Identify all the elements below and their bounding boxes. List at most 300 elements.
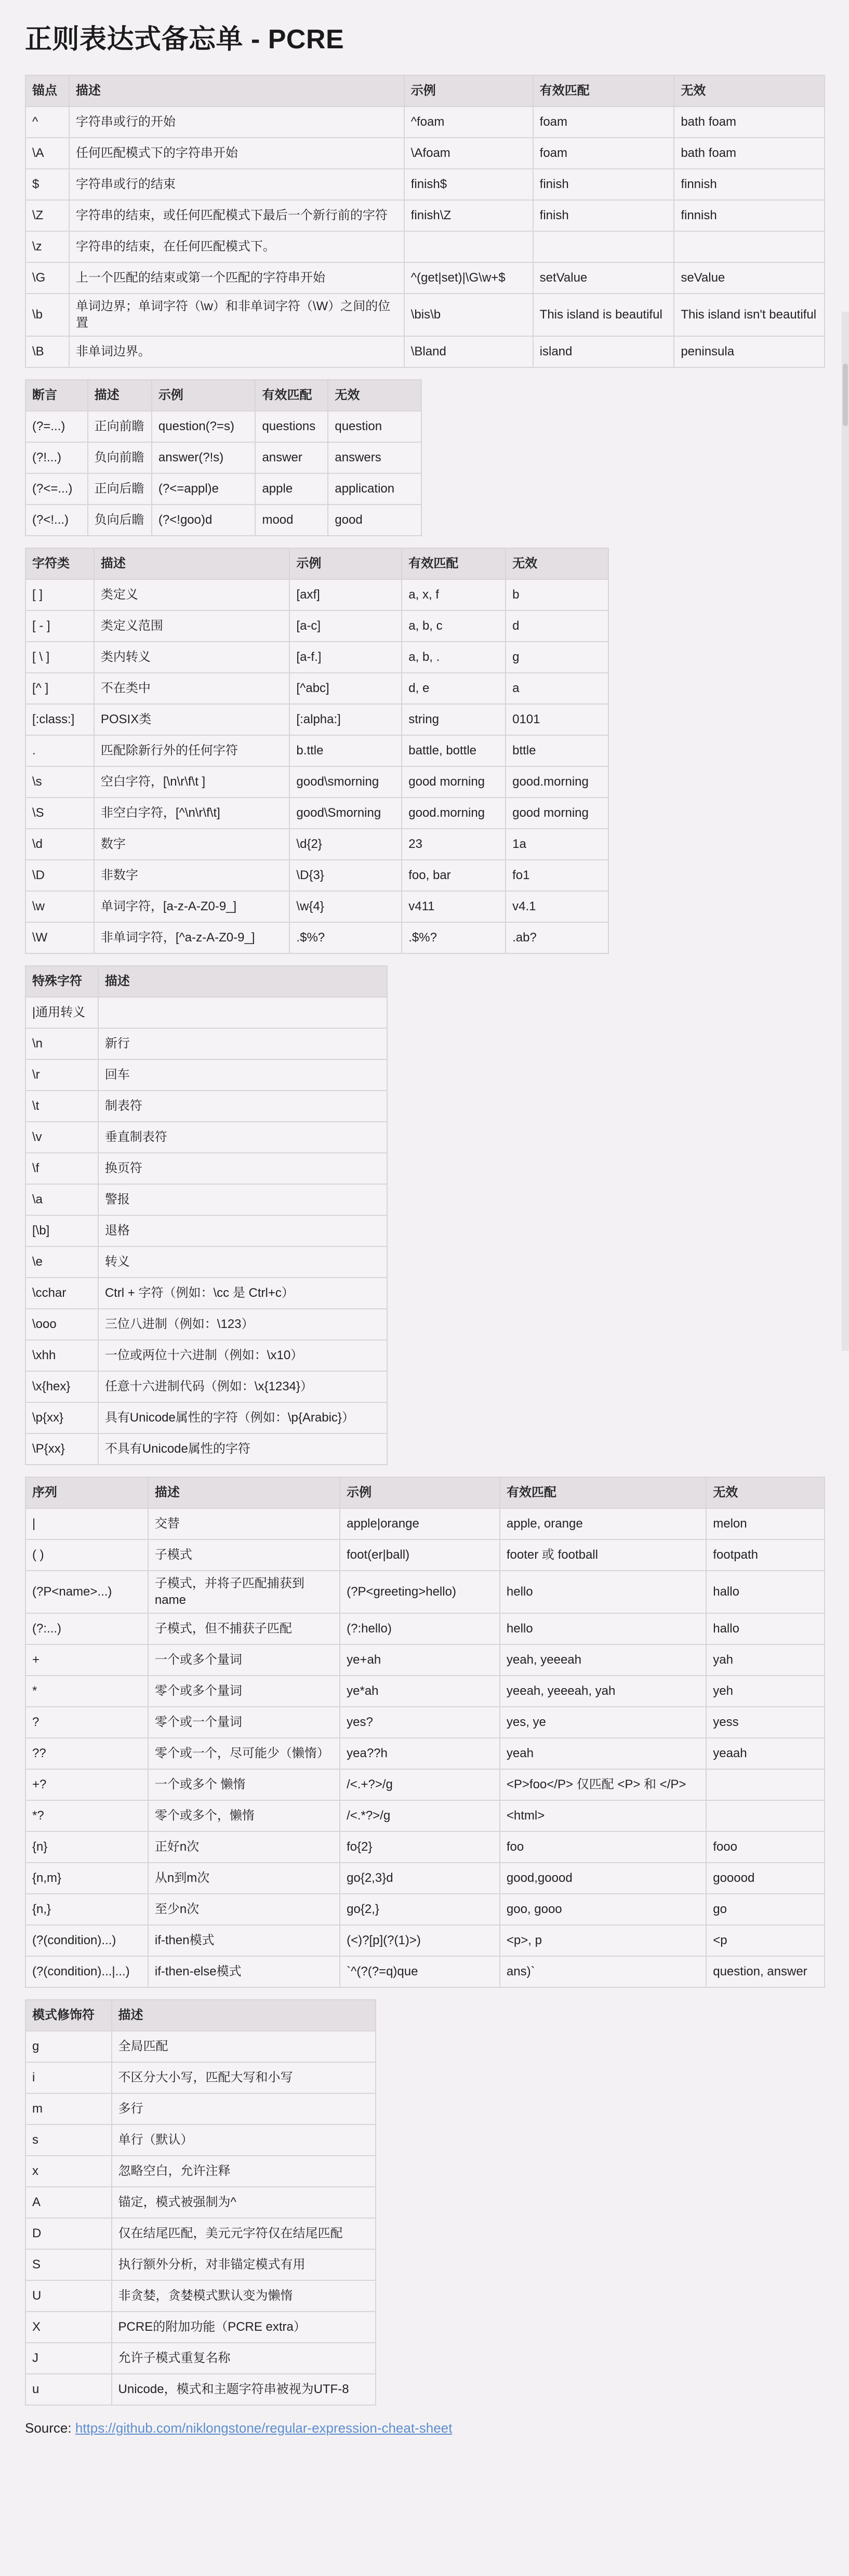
table-cell: 子模式，但不捕获子匹配 [148,1613,340,1644]
table-row [25,922,608,953]
table-cell: 一位或两位十六进制（例如：\x10） [98,1340,387,1371]
table-cell: finish$ [404,169,533,200]
table-cell: 非单词边界。 [69,336,404,367]
table-row [25,1371,387,1402]
table-cell: answers [328,442,421,473]
table-row [25,642,608,673]
table-cell: <P>foo</P> 仅匹配 <P> 和 </P> [500,1769,706,1800]
table-cell: foot(er|ball) [340,1539,500,1571]
table-cell: (?(condition)...|...) [25,1956,148,1987]
table-row [25,1925,825,1956]
table-row [25,1508,825,1539]
table-cell: <html> [500,1800,706,1831]
table-cell: {n,} [25,1894,148,1925]
table-cell [674,231,825,262]
table-row [25,411,421,442]
table-cell: good\smorning [289,766,402,798]
table-cell: footpath [706,1539,825,1571]
table-cell: Unicode，模式和主题字符串被视为UTF-8 [112,2374,376,2405]
table-cell: yes, ye [500,1707,706,1738]
table-cell: 类内转义 [94,642,290,673]
table-cell: g [506,642,608,673]
table-cell: question [328,411,421,442]
table-cell: S [25,2249,112,2280]
table-cell: .$%? [289,922,402,953]
table-cell: \n [25,1028,98,1059]
table-cell: if-then模式 [148,1925,340,1956]
table-cell [706,1800,825,1831]
table-cell: bath foam [674,107,825,138]
table-cell: 类定义范围 [94,610,290,642]
table-row [25,1153,387,1184]
table-cell [706,1769,825,1800]
table-cell: s [25,2124,112,2156]
table-row [25,1246,387,1278]
table-cell: \G [25,262,69,294]
table-row [25,1122,387,1153]
table-cell: . [25,735,94,766]
table-cell: +? [25,1769,148,1800]
column-header: 锚点 [25,75,69,107]
table-row [25,1676,825,1707]
table-cell: question(?=s) [152,411,256,442]
table-cell: apple, orange [500,1508,706,1539]
column-header: 描述 [94,548,290,579]
table-cell: 1a [506,829,608,860]
table-cell: 单行（默认） [112,2124,376,2156]
table-row [25,2156,376,2187]
table-cell: 一个或多个 懒惰 [148,1769,340,1800]
column-header: 描述 [88,380,152,411]
table-cell: 字符串的结束，在任何匹配模式下。 [69,231,404,262]
table-cell: 不在类中 [94,673,290,704]
table-row [25,1340,387,1371]
table-cell: yah [706,1644,825,1676]
table-cell: X [25,2312,112,2343]
table-cell: 非空白字符，[^\n\r\f\t] [94,798,290,829]
table-cell: ? [25,1707,148,1738]
table-cell: \e [25,1246,98,1278]
table-cell: 任意十六进制代码（例如：\x{1234}） [98,1371,387,1402]
table-cell: [a-f.] [289,642,402,673]
table-row [25,138,825,169]
table-cell: (?!...) [25,442,88,473]
table-cell: \Bland [404,336,533,367]
table-row [25,673,608,704]
table-cell: \a [25,1184,98,1215]
table-cell: (?<!goo)d [152,504,256,536]
table-cell: (<)?[p](?(1)>) [340,1925,500,1956]
table-cell: good.morning [506,766,608,798]
table-cell: 空白字符，[\n\r\f\t ] [94,766,290,798]
table-cell: 一个或多个量词 [148,1644,340,1676]
table-cell: hello [500,1571,706,1613]
table-cell: [axf] [289,579,402,610]
table-cell: <p [706,1925,825,1956]
table-cell: Ctrl + 字符（例如：\cc 是 Ctrl+c） [98,1278,387,1309]
table-cell: ( ) [25,1539,148,1571]
table-cell: fo1 [506,860,608,891]
table-cell: \s [25,766,94,798]
table-row [25,1894,825,1925]
table-cell: questions [255,411,328,442]
table-row [25,107,825,138]
table-cell: \b [25,294,69,336]
table-cell: ^foam [404,107,533,138]
table-cell: \cchar [25,1278,98,1309]
table-cell: go [706,1894,825,1925]
table-cell: finnish [674,169,825,200]
table-cell: goo, gooo [500,1894,706,1925]
table-cell: 从n到m次 [148,1863,340,1894]
table-cell: question, answer [706,1956,825,1987]
table-cell: A [25,2187,112,2218]
table-cell: yeah, yeeeah [500,1644,706,1676]
table-cell: \x{hex} [25,1371,98,1402]
table-cell: 零个或多个量词 [148,1676,340,1707]
table-cell: hallo [706,1613,825,1644]
column-header: 有效匹配 [402,548,506,579]
table-cell: 零个或一个，尽可能少（懒惰） [148,1738,340,1769]
column-header: 示例 [404,75,533,107]
table-cell: /<.*?>/g [340,1800,500,1831]
table-cell: D [25,2218,112,2249]
table-cell: d, e [402,673,506,704]
table-cell: This island is beautiful [533,294,674,336]
table-row [25,735,608,766]
table-cell: [:alpha:] [289,704,402,735]
table-row [25,1863,825,1894]
table-cell: 23 [402,829,506,860]
assertions-table [25,379,422,536]
table-cell: \xhh [25,1340,98,1371]
table-cell: \A [25,138,69,169]
table-header-row [25,380,421,411]
table-row [25,1644,825,1676]
table-cell: good\Smorning [289,798,402,829]
table-cell: 任何匹配模式下的字符串开始 [69,138,404,169]
table-row [25,1215,387,1246]
table-cell: 不区分大小写，匹配大写和小写 [112,2062,376,2093]
table-cell: a [506,673,608,704]
table-row [25,2249,376,2280]
table-cell: bttle [506,735,608,766]
table-cell: mood [255,504,328,536]
table-row [25,1800,825,1831]
table-row [25,2187,376,2218]
table-cell: 非贪婪，贪婪模式默认变为懒惰 [112,2280,376,2312]
column-header: 无效 [506,548,608,579]
table-cell: \t [25,1091,98,1122]
table-cell: \Afoam [404,138,533,169]
table-cell: yeah [500,1738,706,1769]
table-header-row [25,966,387,997]
table-cell: x [25,2156,112,2187]
table-cell: 制表符 [98,1091,387,1122]
table-cell: 锚定，模式被强制为^ [112,2187,376,2218]
table-row [25,504,421,536]
column-header: 无效 [328,380,421,411]
table-row [25,704,608,735]
table-cell: 单词字符，[a-z-A-Z0-9_] [94,891,290,922]
table-cell: 回车 [98,1059,387,1091]
column-header: 有效匹配 [500,1477,706,1508]
table-row [25,200,825,231]
table-row [25,231,825,262]
table-cell: ans)` [500,1956,706,1987]
table-row [25,336,825,367]
column-header: 序列 [25,1477,148,1508]
table-row [25,2343,376,2374]
table-cell: \r [25,1059,98,1091]
modifiers-table [25,1999,376,2406]
table-cell: foo, bar [402,860,506,891]
table-cell: hallo [706,1571,825,1613]
table-cell: melon [706,1508,825,1539]
table-row [25,2031,376,2062]
table-row [25,169,825,200]
table-cell: \D [25,860,94,891]
table-cell: J [25,2343,112,2374]
table-cell: yess [706,1707,825,1738]
table-row [25,610,608,642]
anchors-table [25,75,825,368]
table-row [25,1613,825,1644]
table-row [25,829,608,860]
table-cell: apple|orange [340,1508,500,1539]
table-cell: 负向后瞻 [88,504,152,536]
table-row [25,1539,825,1571]
table-row [25,997,387,1028]
table-cell: PCRE的附加功能（PCRE extra） [112,2312,376,2343]
table-cell: finish\Z [404,200,533,231]
table-cell: 0101 [506,704,608,735]
table-cell: foam [533,107,674,138]
column-header: 断言 [25,380,88,411]
table-cell: bath foam [674,138,825,169]
table-cell: 零个或多个，懒惰 [148,1800,340,1831]
table-cell: /<.+?>/g [340,1769,500,1800]
sequences-table [25,1477,825,1988]
table-cell: + [25,1644,148,1676]
table-cell: if-then-else模式 [148,1956,340,1987]
table-cell: (?<=...) [25,473,88,504]
column-header: 描述 [69,75,404,107]
table-cell: d [506,610,608,642]
table-cell: [^abc] [289,673,402,704]
table-row [25,2124,376,2156]
column-header: 有效匹配 [533,75,674,107]
table-cell: 子模式，并将子匹配捕获到 name [148,1571,340,1613]
table-cell: 退格 [98,1215,387,1246]
table-cell: finish [533,200,674,231]
table-cell: u [25,2374,112,2405]
source-link[interactable]: https://github.com/niklongstone/regular-expression-cheat-sheet [75,2420,453,2436]
column-header: 模式修饰符 [25,2000,112,2031]
table-cell: [ ] [25,579,94,610]
table-row [25,2374,376,2405]
table-cell: 正向前瞻 [88,411,152,442]
table-cell: hello [500,1613,706,1644]
column-header: 特殊字符 [25,966,98,997]
table-row [25,1707,825,1738]
table-cell: 正好n次 [148,1831,340,1863]
table-cell: b.ttle [289,735,402,766]
table-cell: (?P<greeting>hello) [340,1571,500,1613]
source-label: Source: [25,2420,75,2436]
table-row [25,442,421,473]
table-row [25,2218,376,2249]
column-header: 示例 [340,1477,500,1508]
table-cell: .$%? [402,922,506,953]
table-cell: 匹配除新行外的任何字符 [94,735,290,766]
table-cell [98,997,387,1028]
table-row [25,262,825,294]
table-cell: m [25,2093,112,2124]
table-cell: 交替 [148,1508,340,1539]
table-cell: finnish [674,200,825,231]
table-cell: fo{2} [340,1831,500,1863]
table-header-row [25,548,608,579]
table-cell: footer 或 football [500,1539,706,1571]
table-row [25,1278,387,1309]
table-cell: \ooo [25,1309,98,1340]
table-cell: 三位八进制（例如：\123） [98,1309,387,1340]
page-title: 正则表达式备忘单 - PCRE [25,24,344,55]
table-cell: answer(?!s) [152,442,256,473]
table-cell: yes? [340,1707,500,1738]
scrollbar-track[interactable] [842,312,849,1351]
page-content [25,0,825,2436]
table-cell: 负向前瞻 [88,442,152,473]
table-row [25,766,608,798]
table-cell: yeeah, yeeeah, yah [500,1676,706,1707]
table-cell: application [328,473,421,504]
table-cell: 数字 [94,829,290,860]
table-cell: \d [25,829,94,860]
table-row [25,1831,825,1863]
table-row [25,294,825,336]
table-cell: good.morning [402,798,506,829]
char-classes-table [25,548,609,954]
table-cell: \f [25,1153,98,1184]
table-cell: {n} [25,1831,148,1863]
table-cell: good morning [506,798,608,829]
table-cell: 子模式 [148,1539,340,1571]
table-cell: peninsula [674,336,825,367]
table-cell: This island isn't beautiful [674,294,825,336]
special-chars-table [25,965,388,1465]
table-cell: (?=...) [25,411,88,442]
table-cell: 字符串的结束，或任何匹配模式下最后一个新行前的字符 [69,200,404,231]
table-cell: {n,m} [25,1863,148,1894]
table-cell: yea??h [340,1738,500,1769]
table-cell: \d{2} [289,829,402,860]
table-cell: seValue [674,262,825,294]
table-cell: 字符串或行的结束 [69,169,404,200]
table-cell: 新行 [98,1028,387,1059]
table-cell: 忽略空白，允许注释 [112,2156,376,2187]
table-row [25,1059,387,1091]
table-header-row [25,2000,376,2031]
table-cell: foo [500,1831,706,1863]
table-row [25,2312,376,2343]
table-cell: a, b, c [402,610,506,642]
table-cell: ye*ah [340,1676,500,1707]
table-cell: gooood [706,1863,825,1894]
table-cell: \D{3} [289,860,402,891]
table-cell: (?(condition)...) [25,1925,148,1956]
table-cell: [a-c] [289,610,402,642]
column-header: 有效匹配 [255,380,328,411]
table-cell: v4.1 [506,891,608,922]
table-cell: 正向后瞻 [88,473,152,504]
table-cell: `^(?(?=q)que [340,1956,500,1987]
table-cell: [\b] [25,1215,98,1246]
table-cell: i [25,2062,112,2093]
table-cell: setValue [533,262,674,294]
table-cell: yeh [706,1676,825,1707]
table-cell: 上一个匹配的结束或第一个匹配的字符串开始 [69,262,404,294]
table-cell: 单词边界；单词字符（\w）和非单词字符（\W）之间的位置 [69,294,404,336]
table-row [25,1571,825,1613]
table-cell: \w{4} [289,891,402,922]
column-header: 示例 [289,548,402,579]
table-cell: [ \ ] [25,642,94,673]
table-row [25,1433,387,1465]
table-row [25,1309,387,1340]
table-cell: ye+ah [340,1644,500,1676]
column-header: 描述 [98,966,387,997]
table-cell: good [328,504,421,536]
table-cell: ?? [25,1738,148,1769]
table-cell: POSIX类 [94,704,290,735]
column-header: 描述 [148,1477,340,1508]
table-row [25,798,608,829]
table-cell: U [25,2280,112,2312]
table-cell: *? [25,1800,148,1831]
table-row [25,1738,825,1769]
table-row [25,1769,825,1800]
table-cell: foam [533,138,674,169]
table-cell: finish [533,169,674,200]
column-header: 字符类 [25,548,94,579]
table-row [25,1402,387,1433]
table-cell: \w [25,891,94,922]
table-row [25,2280,376,2312]
table-row [25,579,608,610]
table-cell: (?<!...) [25,504,88,536]
table-row [25,1091,387,1122]
table-cell: * [25,1676,148,1707]
table-row [25,891,608,922]
table-cell: 仅在结尾匹配，美元元字符仅在结尾匹配 [112,2218,376,2249]
table-cell: 警报 [98,1184,387,1215]
table-row [25,2093,376,2124]
table-cell: 允许子模式重复名称 [112,2343,376,2374]
table-cell: yeaah [706,1738,825,1769]
table-cell: a, b, . [402,642,506,673]
table-cell: \v [25,1122,98,1153]
table-cell: v411 [402,891,506,922]
table-cell: ^(get|set)|\G\w+$ [404,262,533,294]
scrollbar-thumb[interactable] [843,364,848,426]
table-cell: apple [255,473,328,504]
table-cell: 转义 [98,1246,387,1278]
table-cell: 非数字 [94,860,290,891]
table-cell: 具有Unicode属性的字符（例如：\p{Arabic}） [98,1402,387,1433]
table-cell: \bis\b [404,294,533,336]
